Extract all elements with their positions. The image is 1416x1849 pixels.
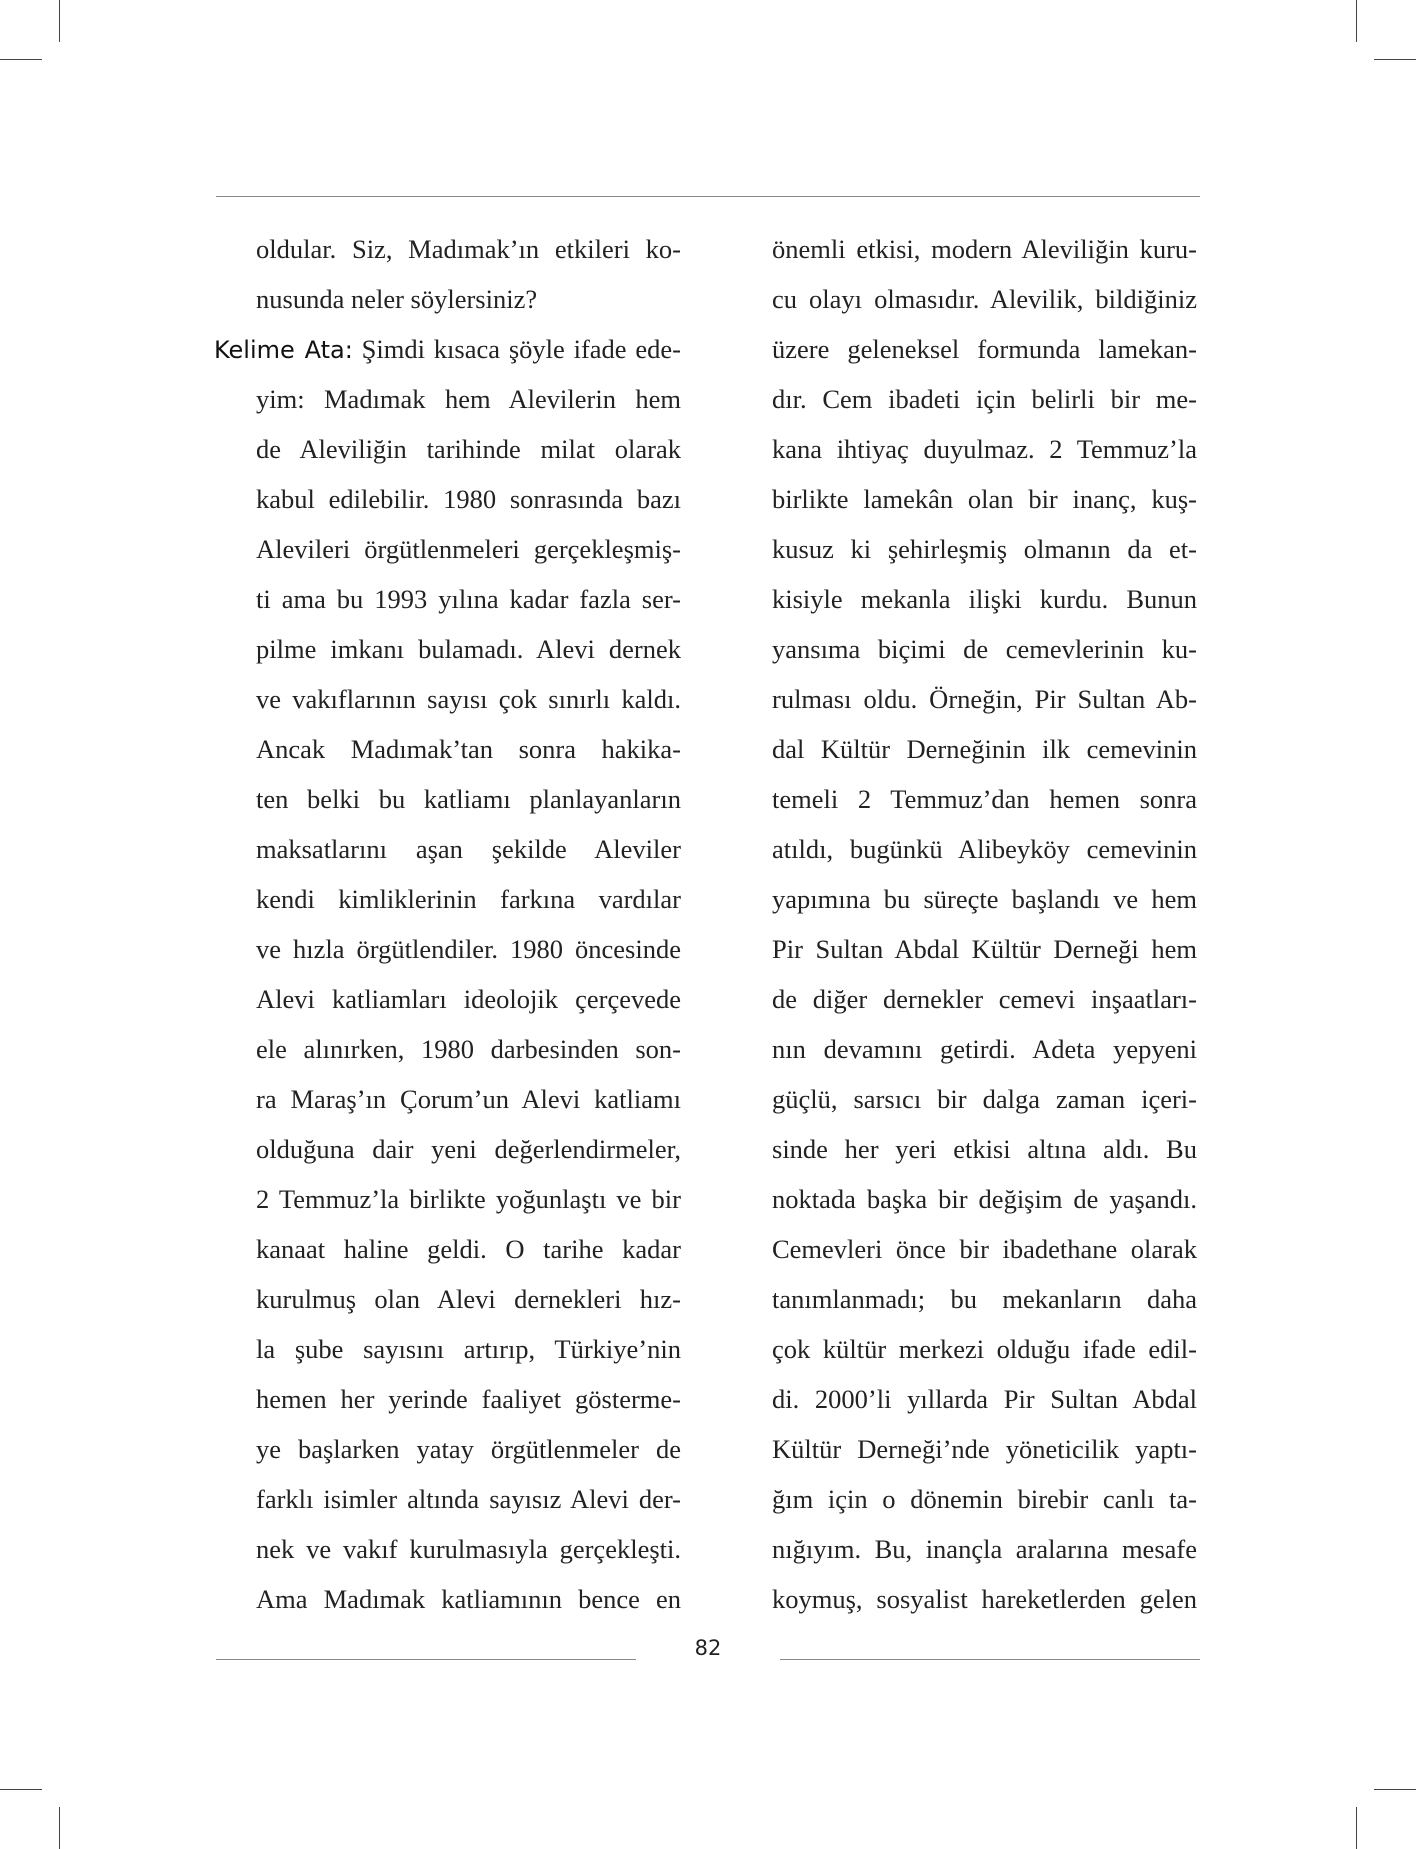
- text-line: ten belki bu katliamı planlayanların: [256, 784, 681, 814]
- crop-mark-top-right-horizontal: [1374, 59, 1416, 60]
- text-line: ele alınırken, 1980 darbesinden son-: [256, 1034, 681, 1064]
- text-line: tanımlanmadı; bu mekanların daha: [772, 1284, 1197, 1314]
- footer-rule-right: [780, 1659, 1200, 1660]
- text-line: yapımına bu süreçte başlandı ve hem: [772, 884, 1197, 914]
- text-line: kendi kimliklerinin farkına vardılar: [256, 884, 681, 914]
- text-line: temeli 2 Temmuz’dan hemen sonra: [772, 784, 1197, 814]
- crop-mark-bottom-left-horizontal: [0, 1789, 42, 1790]
- text-line: kanaat haline geldi. O tarihe kadar: [256, 1234, 681, 1264]
- text-line: yansıma biçimi de cemevlerinin ku-: [772, 634, 1197, 664]
- text-line: ğım için o dönemin birebir canlı ta-: [772, 1484, 1197, 1514]
- question-line: nusunda neler söylersiniz?: [256, 284, 538, 314]
- left-column: [214, 224, 681, 1624]
- text-line: ve hızla örgütlendiler. 1980 öncesinde: [256, 934, 681, 964]
- text-line: Alevileri örgütlenmeleri gerçekleşmiş-: [256, 534, 681, 564]
- speaker-label: Kelime Ata: [214, 336, 345, 364]
- crop-mark-bottom-right-vertical: [1356, 1807, 1357, 1849]
- text-line: ra Maraş’ın Çorum’un Alevi katliamı: [256, 1084, 681, 1114]
- crop-mark-top-right-vertical: [1356, 0, 1357, 42]
- text-line: 2 Temmuz’la birlikte yoğunlaştı ve bir: [256, 1184, 681, 1214]
- answer-first-line: Şimdi kısaca şöyle ifade ede-: [352, 334, 681, 364]
- speaker-separator: :: [344, 336, 353, 364]
- text-line: hemen her yerinde faaliyet gösterme-: [256, 1384, 681, 1414]
- text-line: çok kültür merkezi olduğu ifade edil-: [772, 1334, 1197, 1364]
- text-line: olduğuna dair yeni değerlendirmeler,: [256, 1134, 681, 1164]
- text-line: cu olayı olmasıdır. Alevilik, bildiğiniz: [772, 284, 1197, 314]
- speaker-line: [214, 324, 681, 374]
- text-line: de diğer dernekler cemevi inşaatları-: [772, 984, 1197, 1014]
- text-line: atıldı, bugünkü Alibeyköy cemevinin: [772, 834, 1197, 864]
- text-line: kabul edilebilir. 1980 sonrasında bazı: [256, 484, 681, 514]
- answer-body: [256, 374, 681, 1624]
- text-line: sinde her yeri etkisi altına aldı. Bu: [772, 1134, 1197, 1164]
- crop-mark-bottom-right-horizontal: [1374, 1789, 1416, 1790]
- text-line: pilme imkanı bulamadı. Alevi dernek: [256, 634, 681, 664]
- right-column: [772, 224, 1197, 1624]
- text-line: Ancak Madımak’tan sonra hakika-: [256, 734, 681, 764]
- text-line: nın devamını getirdi. Adeta yepyeni: [772, 1034, 1197, 1064]
- text-line: la şube sayısını artırıp, Türkiye’nin: [256, 1334, 681, 1364]
- text-line: di. 2000’li yıllarda Pir Sultan Abdal: [772, 1384, 1197, 1414]
- text-line: nek ve vakıf kurulmasıyla gerçekleşti.: [256, 1534, 681, 1564]
- text-line: birlikte lamekân olan bir inanç, kuş-: [772, 484, 1197, 514]
- text-line: dal Kültür Derneğinin ilk cemevinin: [772, 734, 1197, 764]
- crop-mark-top-left-vertical: [59, 0, 60, 42]
- text-line: kusuz ki şehirleşmiş olmanın da et-: [772, 534, 1197, 564]
- text-line: Ama Madımak katliamının bence en: [256, 1584, 681, 1614]
- text-line: de Aleviliğin tarihinde milat olarak: [256, 434, 681, 464]
- text-line: kana ihtiyaç duyulmaz. 2 Temmuz’la: [772, 434, 1197, 464]
- text-line: üzere geleneksel formunda lamekan-: [772, 334, 1197, 364]
- text-line: maksatlarını aşan şekilde Aleviler: [256, 834, 681, 864]
- text-line: ve vakıflarının sayısı çok sınırlı kaldı.: [256, 684, 681, 714]
- text-line: güçlü, sarsıcı bir dalga zaman içeri-: [772, 1084, 1197, 1114]
- text-line: kurulmuş olan Alevi dernekleri hız-: [256, 1284, 681, 1314]
- text-line: yim: Madımak hem Alevilerin hem: [256, 384, 681, 414]
- text-line: noktada başka bir değişim de yaşandı.: [772, 1184, 1197, 1214]
- footer-rule-left: [216, 1659, 636, 1660]
- question-line: oldular. Siz, Madımak’ın etkileri ko-: [256, 234, 681, 264]
- text-line: dır. Cem ibadeti için belirli bir me-: [772, 384, 1197, 414]
- crop-mark-bottom-left-vertical: [59, 1807, 60, 1849]
- text-line: Pir Sultan Abdal Kültür Derneği hem: [772, 934, 1197, 964]
- text-line: Alevi katliamları ideolojik çerçevede: [256, 984, 681, 1014]
- text-line: koymuş, sosyalist hareketlerden gelen: [772, 1584, 1197, 1614]
- header-rule: [216, 196, 1200, 197]
- crop-mark-top-left-horizontal: [0, 59, 42, 60]
- text-line: Cemevleri önce bir ibadethane olarak: [772, 1234, 1197, 1264]
- page-number: 82: [694, 1636, 722, 1660]
- text-line: ti ama bu 1993 yılına kadar fazla ser-: [256, 584, 681, 614]
- text-line: ye başlarken yatay örgütlenmeler de: [256, 1434, 681, 1464]
- text-line: Kültür Derneği’nde yöneticilik yaptı-: [772, 1434, 1197, 1464]
- text-line: kisiyle mekanla ilişki kurdu. Bunun: [772, 584, 1197, 614]
- text-line: nığıyım. Bu, inançla aralarına mesafe: [772, 1534, 1197, 1564]
- text-line: farklı isimler altında sayısız Alevi der-: [256, 1484, 681, 1514]
- text-line: rulması oldu. Örneğin, Pir Sultan Ab-: [772, 684, 1197, 714]
- text-line: önemli etkisi, modern Aleviliğin kuru-: [772, 234, 1197, 264]
